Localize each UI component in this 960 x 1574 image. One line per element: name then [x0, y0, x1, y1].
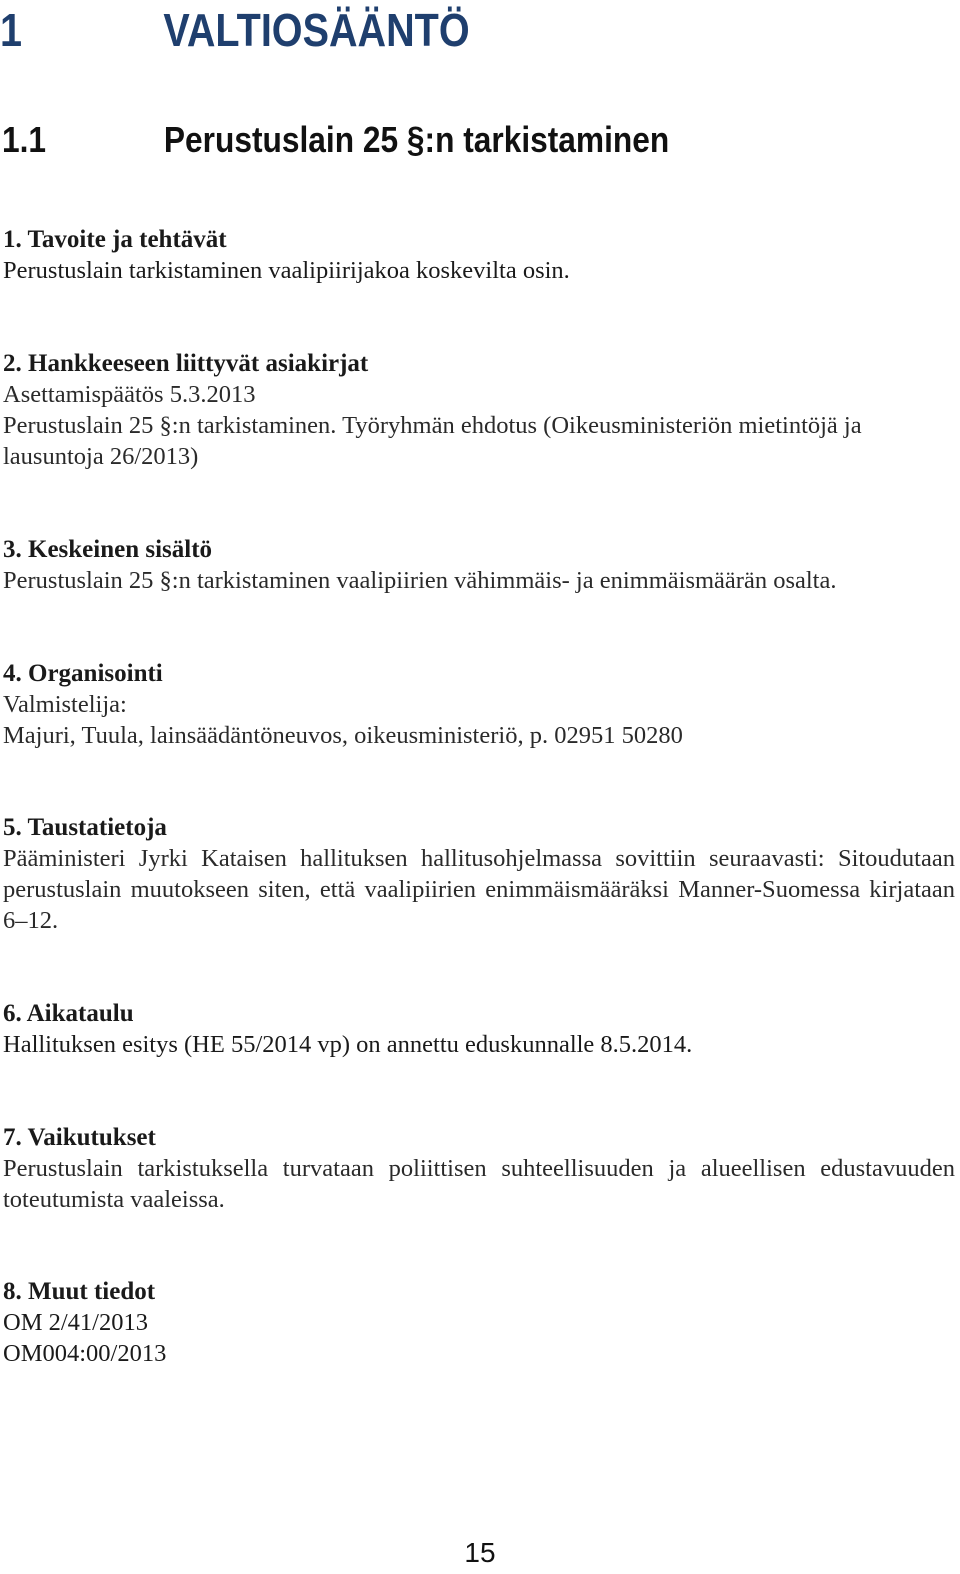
section-title: 1. Tavoite ja tehtävät	[3, 226, 227, 253]
section-text: Hallituksen esitys (HE 55/2014 vp) on annettu eduskunnalle 8.5.2014.	[3, 1031, 693, 1058]
section-text: Majuri, Tuula, lainsäädäntöneuvos, oikeusministeriö, p. 02951 50280	[3, 722, 683, 749]
section-schedule	[3, 998, 955, 1060]
section-paragraph: Perustuslain tarkistuksella turvataan poliittisen suhteellisuuden ja alueellisen edustavuuden toteutumista vaaleissa.	[3, 1155, 955, 1213]
section-organisation	[3, 658, 955, 751]
section-text: Asettamispäätös 5.3.2013	[3, 381, 256, 408]
section-background	[3, 812, 955, 936]
section-text: Perustuslain 25 §:n tarkistaminen vaalipiirien vähimmäis- ja enimmäismäärän osalta.	[3, 567, 837, 594]
section-title: 5. Taustatietoja	[3, 814, 167, 841]
section-content	[3, 534, 955, 596]
section-goal	[3, 224, 955, 286]
section-text: Valmistelija:	[3, 691, 127, 718]
section-paragraph: Pääministeri Jyrki Kataisen hallituksen hallitusohjelmassa sovittiin seuraavasti: Sitoudutaan perustuslain muutokseen siten, että vaalipiirien enimmäismääräksi Manner-Suomessa kirjataan 6–12.	[3, 845, 955, 934]
section-title: 8. Muut tiedot	[3, 1278, 156, 1305]
page-number: 15	[464, 1537, 496, 1568]
chapter-title: VALTIOSÄÄNTÖ	[163, 4, 470, 56]
subchapter-title: Perustuslain 25 §:n tarkistaminen	[163, 119, 670, 160]
section-text: Perustuslain 25 §:n tarkistaminen. Työryhmän ehdotus (Oikeusministeriön mietintöjä ja	[3, 412, 862, 439]
section-text: OM004:00/2013	[3, 1340, 167, 1367]
section-documents	[3, 348, 955, 472]
section-title: 3. Keskeinen sisältö	[3, 536, 213, 563]
chapter-number: 1	[0, 4, 23, 56]
section-other-info	[3, 1276, 955, 1369]
section-effects	[3, 1122, 955, 1215]
section-text: OM 2/41/2013	[3, 1309, 148, 1336]
section-title: 4. Organisointi	[3, 660, 163, 687]
section-title: 2. Hankkeeseen liittyvät asiakirjat	[3, 350, 369, 377]
section-title: 7. Vaikutukset	[3, 1124, 156, 1151]
section-text: lausuntoja 26/2013)	[3, 443, 199, 470]
subchapter-number: 1.1	[2, 119, 47, 160]
section-text: Perustuslain tarkistaminen vaalipiirijakoa koskevilta osin.	[3, 257, 570, 284]
section-title: 6. Aikataulu	[3, 1000, 134, 1027]
